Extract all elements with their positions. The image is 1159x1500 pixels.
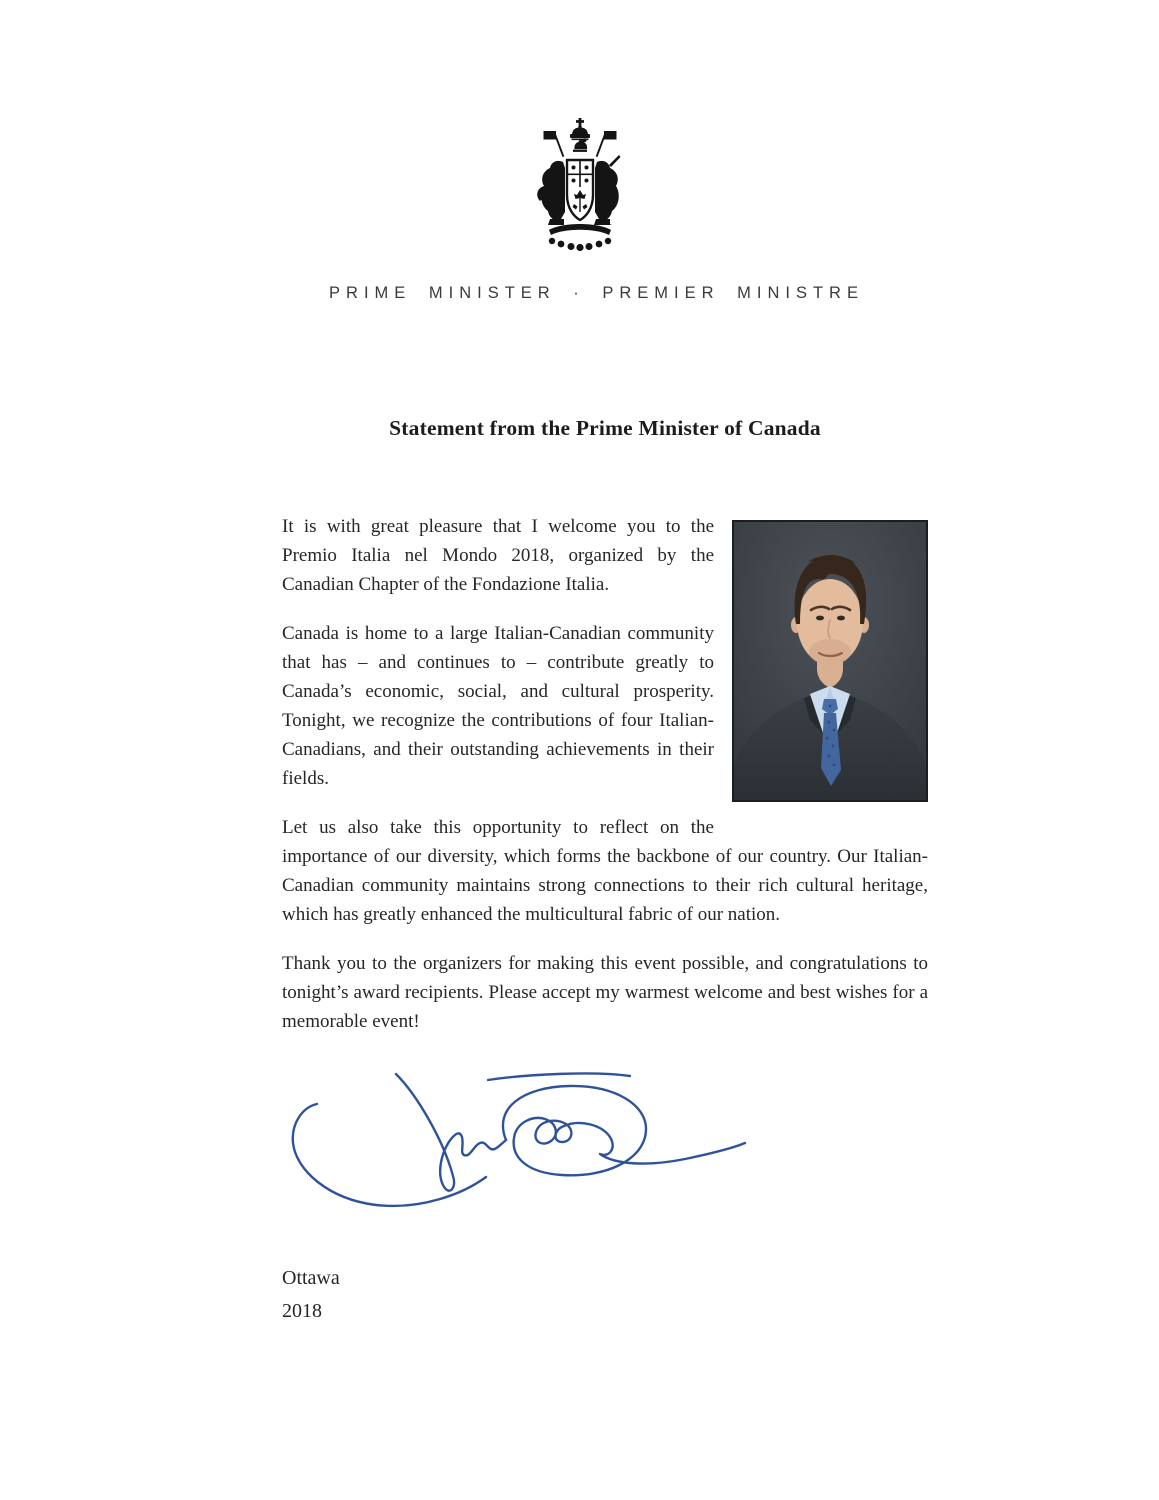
paragraph-1: It is with great pleasure that I welcome you to the Premio Italia nel Mondo 2018, organized by the Canadian Chapter of the Fondazione Italia.: [282, 516, 714, 595]
closing-year: 2018: [282, 1300, 322, 1322]
paragraph-4: Thank you to the organizers for making this event possible, and congratulations to tonight’s award recipients. Please accept my warmest welcome and best wishes for a memorable event!: [282, 953, 928, 1032]
letterhead-title: PRIME MINISTER · PREMIER MINISTRE: [329, 284, 864, 302]
letter-body: [282, 512, 928, 1056]
signature-ink: [283, 1066, 751, 1222]
closing-block: [282, 1262, 340, 1328]
closing-place: Ottawa: [282, 1267, 340, 1289]
paragraph-3: Let us also take this opportunity to reflect on the importance of our diversity, which forms the backbone of our country. Our Italian-Canadian community maintains strong connections to their rich cultural heritage, which has greatly enhanced the multicultural fabric of our nation.: [282, 817, 928, 925]
portrait-photo: [732, 520, 928, 802]
paragraph-2: Canada is home to a large Italian-Canadian community that has – and continues to – contribute greatly to Canada’s economic, social, and cultural prosperity. Tonight, we recognize the contributions of four Italian-Canadians, and their outstanding achievements in their fields.: [282, 623, 714, 789]
statement-title: Statement from the Prime Minister of Canada: [389, 416, 821, 440]
canada-coat-of-arms-icon: [530, 118, 630, 252]
